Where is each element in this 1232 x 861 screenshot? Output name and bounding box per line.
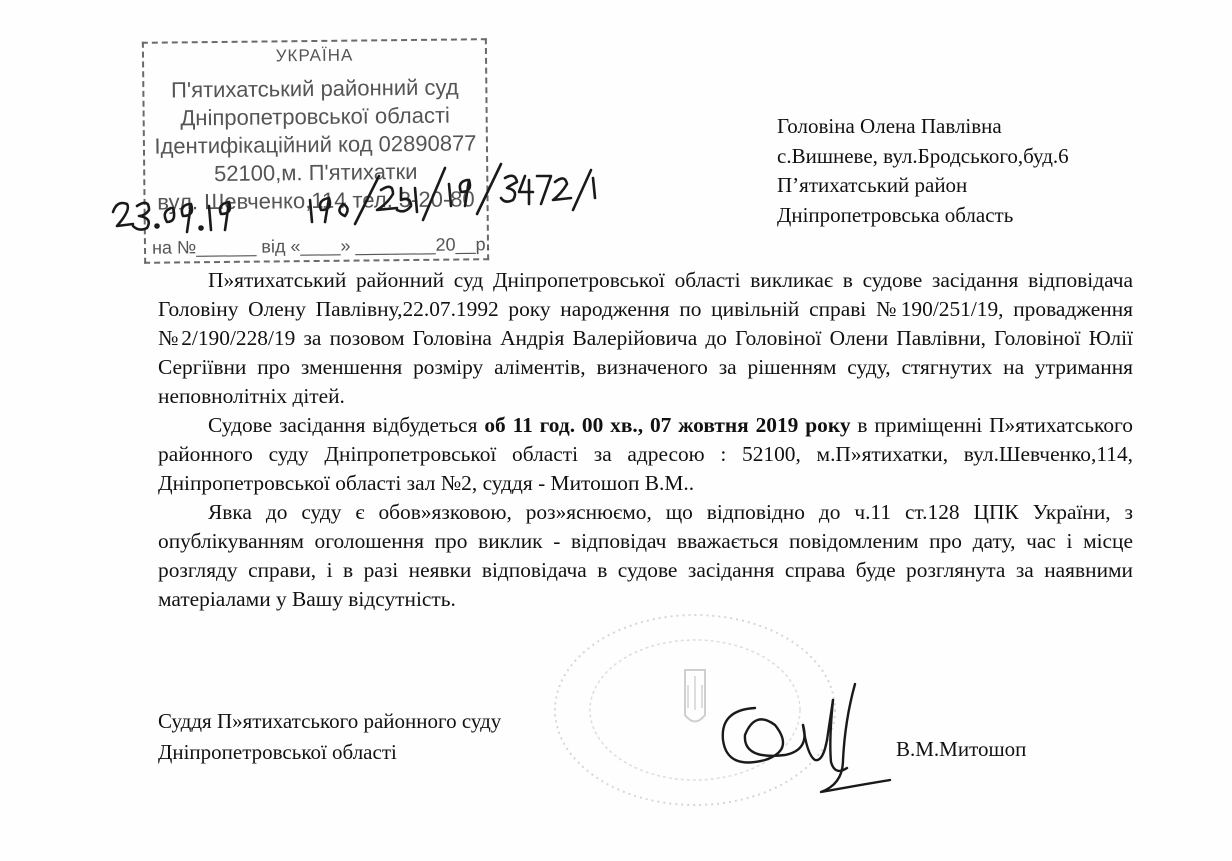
paragraph-summons: П»ятихатський районний суд Дніпропетровської області викликає в судове засідання відповідача Головіну Олену Павлівну,22.07.1992 року народження по цивільній справі №190/251/19, провадження №2/190/228/19 за позовом Головіна Андрія Валерійовича до Головіної Олени Павлівни, Головіної Юлії Сергіївни про зменшення розміру аліментів, визначеного за рішенням суду, стягнутих на утримання неповнолітніх дітей. xyxy=(158,268,1133,408)
handwritten-signature xyxy=(715,680,895,800)
stamp-court-name: П'ятихатський районний суд xyxy=(170,74,459,103)
signature-title-line1: Суддя П»ятихатського районного суду xyxy=(158,709,502,733)
hearing-text-end: в приміщенні П»ятихатського районного суду Дніпропетровської області за адресою : 52100, м.П»ятихатки, вул.Шевченко,114, Дніпропетровської області зал №2, суддя - Митошоп В.М.. xyxy=(158,413,1133,495)
hearing-datetime: об 11 год. 00 хв., 07 жовтня 2019 року xyxy=(484,413,851,437)
judge-name: В.М.Митошоп xyxy=(896,737,1027,761)
addressee-region: Дніпропетровська область xyxy=(777,202,1014,227)
signature-title xyxy=(158,706,501,768)
handwritten-registration-number xyxy=(105,160,605,240)
signature-title-line2: Дніпропетровської області xyxy=(158,740,397,764)
addressee-block xyxy=(777,112,1069,230)
hearing-text-start: Судове засідання відбудеться xyxy=(208,413,485,437)
stamp-country: УКРАЇНА xyxy=(275,45,354,66)
stamp-street-phone: вул. Шевченко,114 тел. 3-20-80 xyxy=(157,186,475,215)
paragraph-hearing-details xyxy=(158,411,1133,498)
stamp-city: 52100,м. П'ятихатки xyxy=(213,158,418,187)
addressee-name: Головіна Олена Павлівна xyxy=(777,114,1002,138)
addressee-district: П’ятихатський район xyxy=(777,173,968,197)
addressee-address: с.Вишневе, вул.Бродського,буд.6 xyxy=(777,143,1069,168)
stamp-region: Дніпропетровської області xyxy=(180,102,450,131)
stamp-reference-line: на №______ від «____» ________20__р. xyxy=(151,234,491,258)
paragraph-attendance-notice: Явка до суду є обов»язковою, роз»яснюємо, що відповідно до ч.11 ст.128 ЦПК України, з опублікуванням оголошення про виклик - відповідач вважається повідомленим про дату, час і місце розгляду справи, і в разі неявки відповідача в судове засідання справа буде розглянута за наявними матеріалами у Вашу відсутність. xyxy=(158,500,1133,611)
summons-body xyxy=(158,266,1133,614)
stamp-id-code: Ідентифікаційний код 02890877 xyxy=(154,130,477,159)
